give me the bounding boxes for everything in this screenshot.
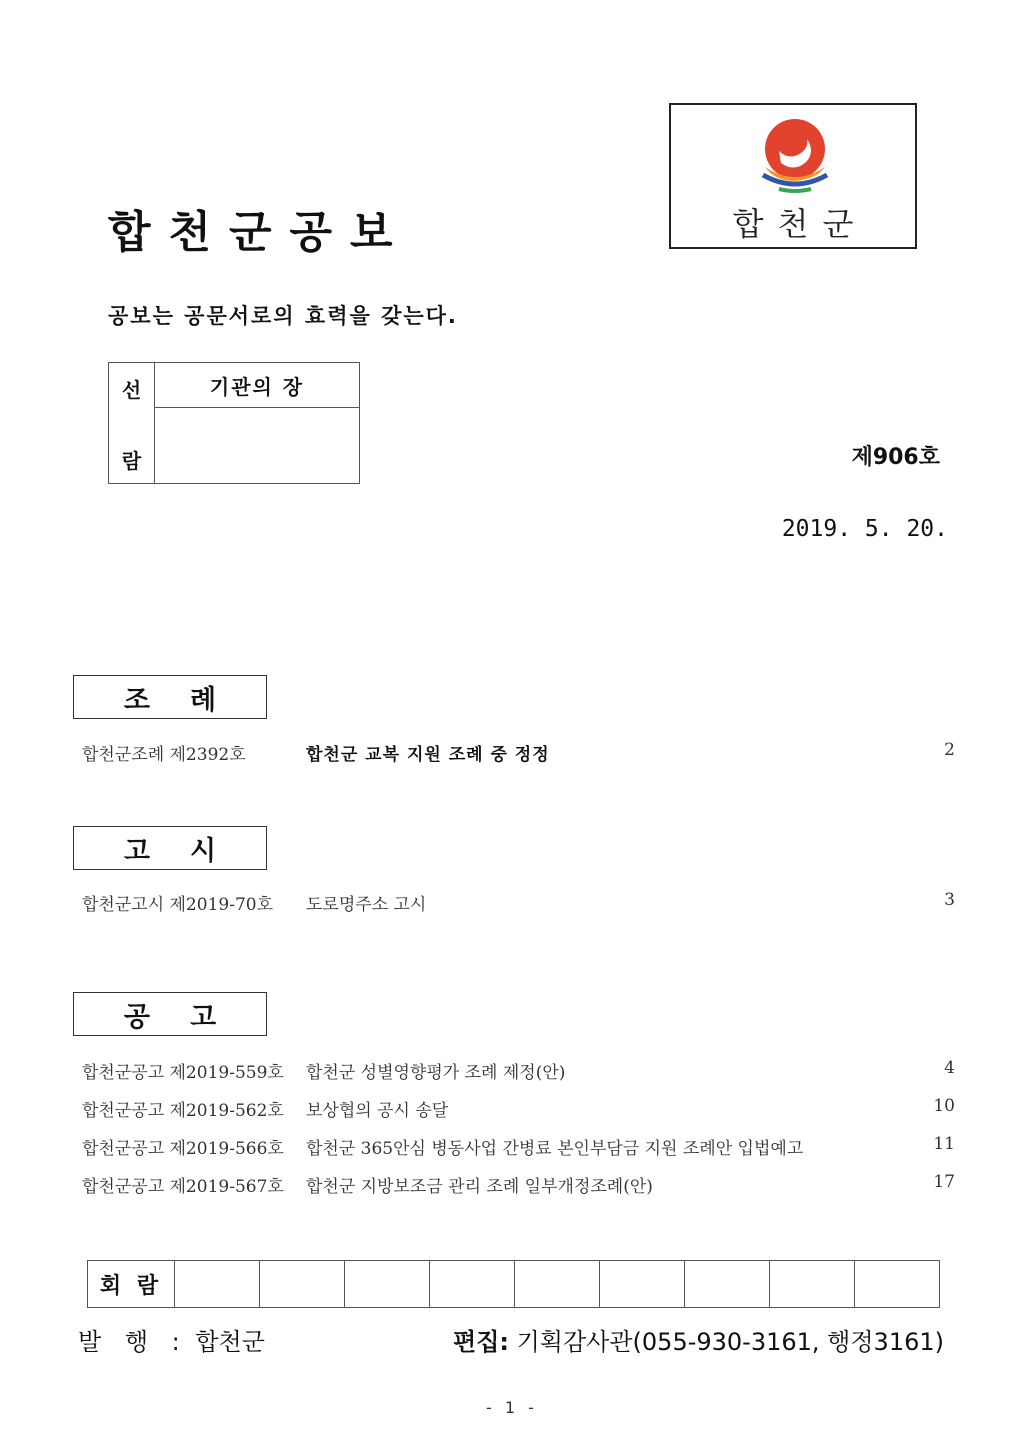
approval-box <box>108 362 360 484</box>
circulation-cell <box>855 1261 940 1308</box>
list-item[interactable]: 합천군조례 제2392호 합천군 교복 지원 조례 중 정정 2 <box>82 740 955 765</box>
page-number: - 1 - <box>486 1398 538 1417</box>
county-emblem-icon <box>757 117 833 195</box>
circulation-cell <box>770 1261 855 1308</box>
circulation-cell <box>685 1261 770 1308</box>
list-item[interactable]: 합천군공고 제2019-559호 합천군 성별영향평가 조례 제정(안) 4 <box>82 1058 955 1083</box>
circulation-cell <box>515 1261 600 1308</box>
circulation-cell <box>345 1261 430 1308</box>
circulation-table <box>87 1260 940 1308</box>
list-item[interactable]: 합천군공고 제2019-566호 합천군 365안심 병동사업 간병료 본인부담금 지원 조례안 입법예고 11 <box>82 1134 955 1159</box>
approval-signature-area <box>155 408 360 484</box>
legal-notice: 공보는 공문서로의 효력을 갖는다. <box>108 304 458 328</box>
approval-head: 기관의 장 <box>155 363 360 408</box>
county-logo <box>669 103 917 249</box>
editor-info: 편집: 기획감사관(055-930-3161, 행정3161) <box>453 1328 944 1356</box>
issue-number: 제906호 <box>851 445 940 470</box>
section-heading-announcement: 공고 <box>73 992 267 1036</box>
circulation-cell <box>600 1261 685 1308</box>
circulation-cell <box>175 1261 260 1308</box>
approval-side-label: 선 람 <box>109 363 155 484</box>
section-heading-notification: 고시 <box>73 826 267 870</box>
list-item[interactable]: 합천군고시 제2019-70호 도로명주소 고시 3 <box>82 890 955 915</box>
circulation-cell <box>260 1261 345 1308</box>
bulletin-title: 합천군공보 <box>108 207 411 258</box>
publisher-info: 발 행 : 합천군 <box>78 1328 265 1356</box>
list-item[interactable]: 합천군공고 제2019-562호 보상협의 공시 송달 10 <box>82 1096 955 1121</box>
issue-date: 2019. 5. 20. <box>781 516 948 542</box>
circulation-label: 회 람 <box>88 1261 175 1308</box>
section-heading-ordinance: 조례 <box>73 675 267 719</box>
circulation-cell <box>430 1261 515 1308</box>
list-item[interactable]: 합천군공고 제2019-567호 합천군 지방보조금 관리 조례 일부개정조례(안) 17 <box>82 1172 955 1197</box>
logo-name: 합천군 <box>732 205 868 243</box>
